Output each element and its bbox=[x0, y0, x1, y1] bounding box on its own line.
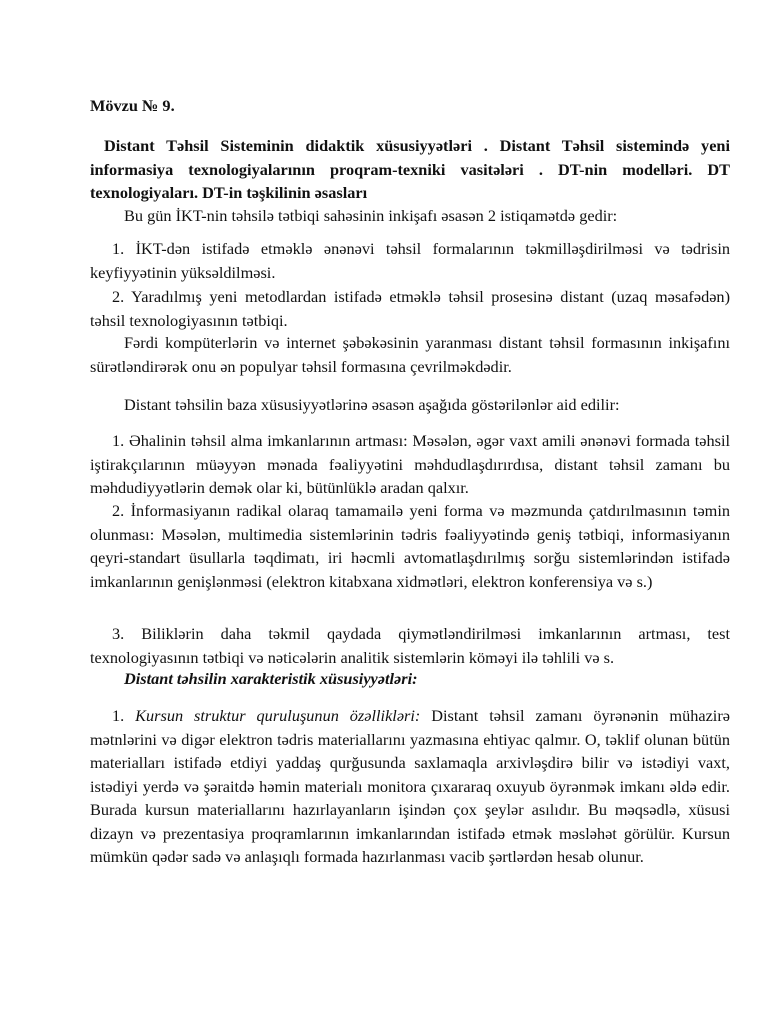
base-item-1: 1. Əhalinin təhsil alma imkanlarının artması: Məsələn, əgər vaxt amili ənənəvi formada təhsil iştirakçılarının müəyyən mənada fəaliyyətini məhdudlaşdırırdısa, distant təhsil zamanı bu məhdudiyyətlərin demək olar ki, bütünlüklə aradan qalxır. bbox=[90, 431, 730, 497]
characteristic-item-1 bbox=[90, 704, 730, 869]
base-intro-paragraph: Distant təhsilin baza xüsusiyyətlərinə əsasən aşağıda göstərilənlər aid edilir: bbox=[124, 395, 620, 414]
section-heading bbox=[90, 134, 730, 205]
direction-item-1: 1. İKT-dən istifadə etməklə ənənəvi təhsil formalarının təkmilləşdirilməsi və tədrisin keyfiyyətinin yüksəldilməsi. bbox=[90, 239, 730, 282]
pc-paragraph: Fərdi kompüterlərin və internet şəbəkəsinin yaranması distant təhsil formasının inkişafını sürətləndirərək onu ən populyar təhsil formasına çevrilməkdədir. bbox=[90, 333, 730, 376]
characteristic-item-lead: Kursun struktur quruluşunun özəllikləri: bbox=[135, 706, 421, 725]
intro-paragraph: Bu gün İKT-nin təhsilə tətbiqi sahəsinin inkişafı əsasən 2 istiqamətdə gedir: bbox=[124, 206, 618, 225]
characteristics-heading: Distant təhsilin xarakteristik xüsusiyyətləri: bbox=[124, 669, 418, 688]
base-item-2: 2. İnformasiyanın radikal olaraq tamamailə yeni forma və məzmunda çatdırılmasının təmin olunması: Məsələn, multimedia sistemlərinin tədris fəaliyyətində geniş tətbiqi, informasiyanın qeyri-standart üsullarla təqdimatı, iri həcmli avtomatlaşdırılmış sorğu sistemlərindən istifadə imkanlarının genişlənməsi (elektron kitabxana xidmətləri, elektron konferensiya və s.) bbox=[90, 501, 730, 591]
base-item-3: 3. Biliklərin daha təkmil qaydada qiymətləndirilməsi imkanlarının artması, test texnologiyasının tətbiqi və nəticələrin analitik sistemlərin köməyi ilə təhlili və s. bbox=[90, 624, 730, 667]
section-heading-text: Distant Təhsil Sisteminin didaktik xüsusiyyətləri . Distant Təhsil sistemində yeni informasiya texnologiyalarının proqram-texniki vasitələri . DT-nin modelləri. DT texnologiyaları. DT-in təşkilinin əsasları bbox=[90, 136, 730, 202]
characteristic-item-text: Distant təhsil zamanı öyrənənin mühazirə mətnlərini və digər elektron tədris materiallarını yazmasına ehtiyac qalmır. O, təklif olunan bütün materialları istifadə etdiyi yaddaş qurğusunda saxlamaqla arxivləşdirə bilir və istədiyi vaxt, istədiyi yerdə və şəraitdə həmin materialı monitora çıxararaq oxuyub öyrənmək imkanı əldə edir. Burada kursun materiallarını hazırlayanların işindən çox şeylər asılıdır. Bu məqsədlə, xüsusi dizayn və prezentasiya proqramlarının imkanlarından istifadə etmək məsləhət görülür. Kursun mümkün qədər sadə və anlaşıqlı formada hazırlanması vacib şərtlərdən hesab olunur. bbox=[90, 706, 730, 866]
direction-item-2: 2. Yaradılmış yeni metodlardan istifadə etməklə təhsil prosesinə distant (uzaq məsafədən) təhsil texnologiyasının tətbiqi. bbox=[90, 287, 730, 330]
characteristic-item-number: 1. bbox=[112, 706, 125, 725]
topic-title: Mövzu № 9. bbox=[90, 96, 175, 115]
